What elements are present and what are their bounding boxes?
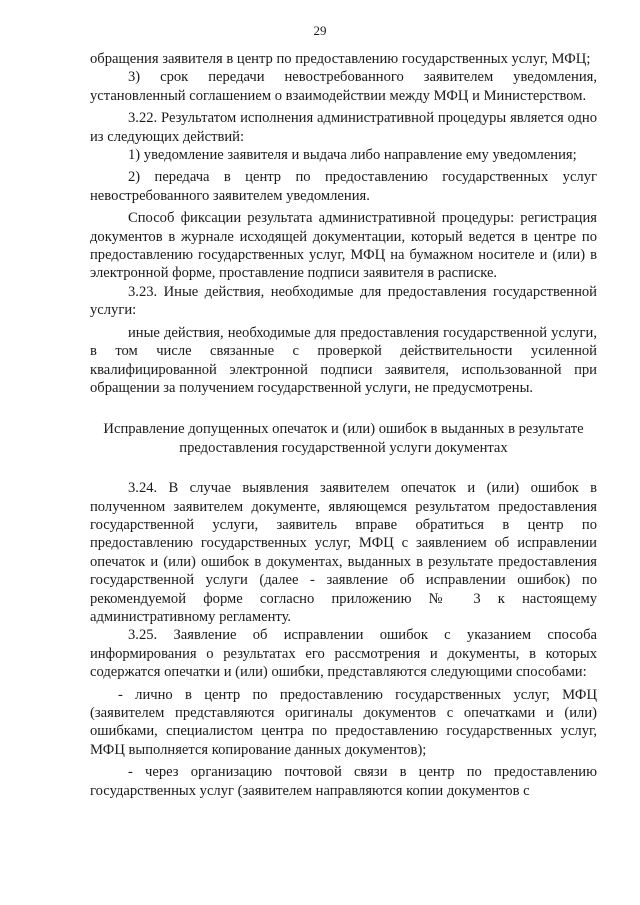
paragraph: иные действия, необходимые для предоставления государственной услуги, в том числе связанные с проверкой действительности усиленной квалифицированной электронной подписи заявителя, использованной при обращении за получением государственной услуги, не предусмотрены. — [90, 324, 597, 396]
list-item: - лично в центр по предоставлению государственных услуг, МФЦ (заявителем представляются оригиналы документов с опечатками и (или) ошибками, специалистом центра по предоставлению государственных услуг, МФЦ выполняется копирование данных документов); — [90, 686, 597, 758]
page-number: 29 — [313, 23, 327, 38]
paragraph: 3.22. Результатом исполнения административной процедуры является одно из следующих действий: — [90, 110, 597, 145]
paragraph: 3.25. Заявление об исправлении ошибок с указанием способа информирования о результатах его рассмотрения и документы, в которых содержатся опечатки и (или) ошибки, представляются следующими способами: — [90, 627, 597, 681]
list-item: - через организацию почтовой связи в центр по предоставлению государственных услуг (заявителем направляются копии документов с — [90, 764, 597, 799]
document-body — [90, 50, 597, 800]
paragraph: 2) передача в центр по предоставлению государственных услуг невостребованного заявителем уведомления. — [90, 169, 597, 204]
paragraph: 1) уведомление заявителя и выдача либо направление ему уведомления; — [128, 147, 577, 164]
paragraph: 3.23. Иные действия, необходимые для предоставления государственной услуги: — [90, 283, 597, 319]
paragraph: 3.24. В случае выявления заявителем опечаток и (или) ошибок в полученном заявителем документе, являющемся результатом предоставления государственной услуги, заявитель вправе обратиться в центр по предоставлению государственных услуг, МФЦ с заявлением об исправлении опечаток и (или) ошибок в документах, выданных в результате предоставления государственной услуги (далее - заявление об исправлении ошибок) по рекомендуемой форме согласно приложению № 3 к настоящему административному регламенту. — [90, 480, 597, 625]
paragraph: 3) срок передачи невостребованного заявителем уведомления, установленный соглашением о взаимодействии между МФЦ и Министерством. — [90, 69, 597, 104]
section-heading: Исправление допущенных опечаток и (или) ошибок в выданных в результате предоставления государственной услуги документах — [103, 421, 584, 456]
paragraph: обращения заявителя в центр по предоставлению государственных услуг, МФЦ; — [90, 51, 591, 67]
paragraph: Способ фиксации результата административной процедуры: регистрация документов в журнале исходящей документации, который ведется в центре по предоставлению государственных услуг, МФЦ на бумажном носителе и (или) в электронной форме, проставление подписи заявителя в расписке. — [90, 210, 597, 282]
